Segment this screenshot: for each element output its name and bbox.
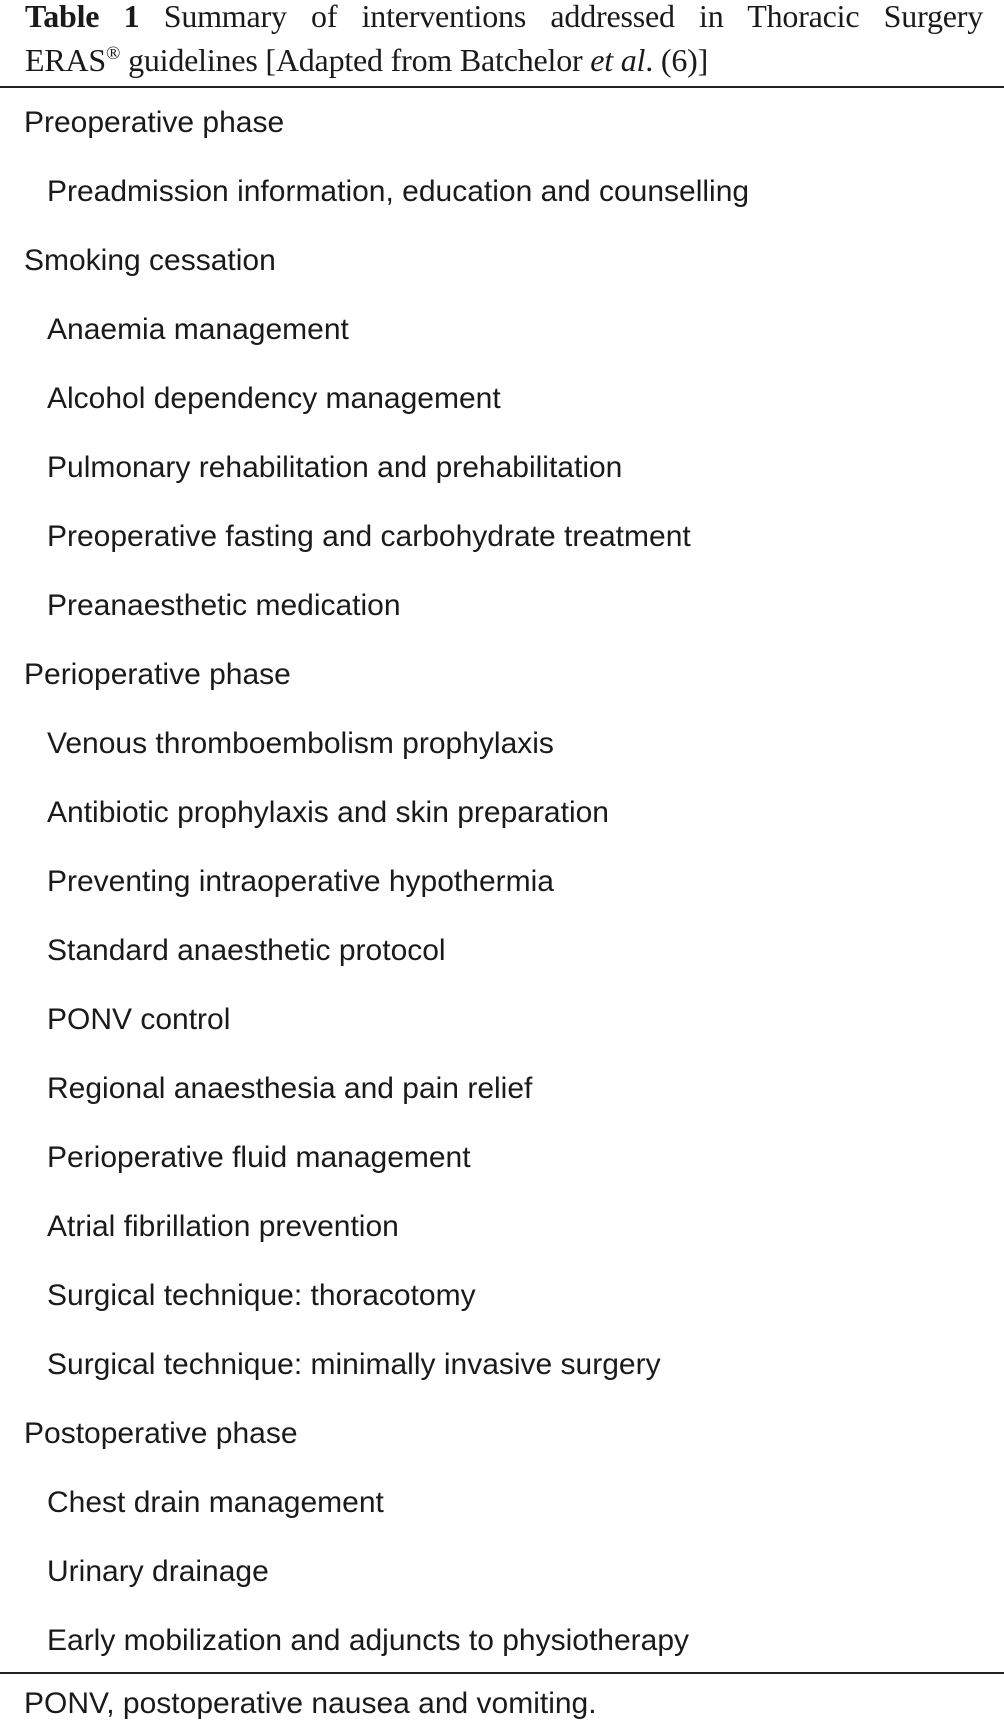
table-row: Surgical technique: thoracotomy: [47, 1278, 476, 1312]
table-caption: [25, 0, 983, 82]
table-row: Perioperative fluid management: [47, 1140, 471, 1174]
table-footnote: PONV, postoperative nausea and vomiting.: [24, 1687, 597, 1720]
table-row: Standard anaesthetic protocol: [47, 933, 446, 967]
table-row: Preventing intraoperative hypothermia: [47, 864, 554, 898]
registered-mark: ®: [106, 43, 121, 64]
table-bottom-rule: [0, 1672, 1004, 1674]
table-section-row: Smoking cessation: [24, 243, 276, 277]
table-row: Antibiotic prophylaxis and skin preparation: [47, 795, 609, 829]
table-row: Preadmission information, education and counselling: [47, 174, 750, 208]
caption-text-line-2: guidelines [Adapted from Batchelor: [128, 42, 591, 78]
table-row: Atrial fibrillation prevention: [47, 1209, 399, 1243]
caption-line-2: [25, 38, 983, 82]
table-row: Preoperative fasting and carbohydrate treatment: [47, 519, 691, 553]
table-row: Anaemia management: [47, 312, 349, 346]
caption-citation: . (6)]: [645, 42, 709, 78]
table-row: Regional anaesthesia and pain relief: [47, 1071, 533, 1105]
table-row: Venous thromboembolism prophylaxis: [47, 726, 554, 760]
table-row: Urinary drainage: [47, 1554, 269, 1588]
table-row: Preanaesthetic medication: [47, 588, 401, 622]
table-row: PONV control: [47, 1002, 231, 1036]
caption-text-line-1: Summary of interventions addressed in Thoracic Surgery: [163, 0, 984, 34]
table-row: Pulmonary rehabilitation and prehabilitation: [47, 450, 623, 484]
table-section-row: Postoperative phase: [24, 1416, 298, 1450]
table-row: Alcohol dependency management: [47, 381, 501, 415]
caption-line-1: [25, 0, 983, 38]
caption-eras: ERAS: [25, 42, 106, 78]
table-row: Early mobilization and adjuncts to physiotherapy: [47, 1623, 690, 1657]
table-row: Surgical technique: minimally invasive surgery: [47, 1347, 661, 1381]
table-section-row: Perioperative phase: [24, 657, 291, 691]
table-body: [0, 88, 1004, 1675]
table-label: Table 1: [25, 0, 140, 34]
caption-et-al: et al: [590, 42, 646, 78]
table-section-row: Preoperative phase: [24, 105, 285, 139]
table-row: Chest drain management: [47, 1485, 384, 1519]
